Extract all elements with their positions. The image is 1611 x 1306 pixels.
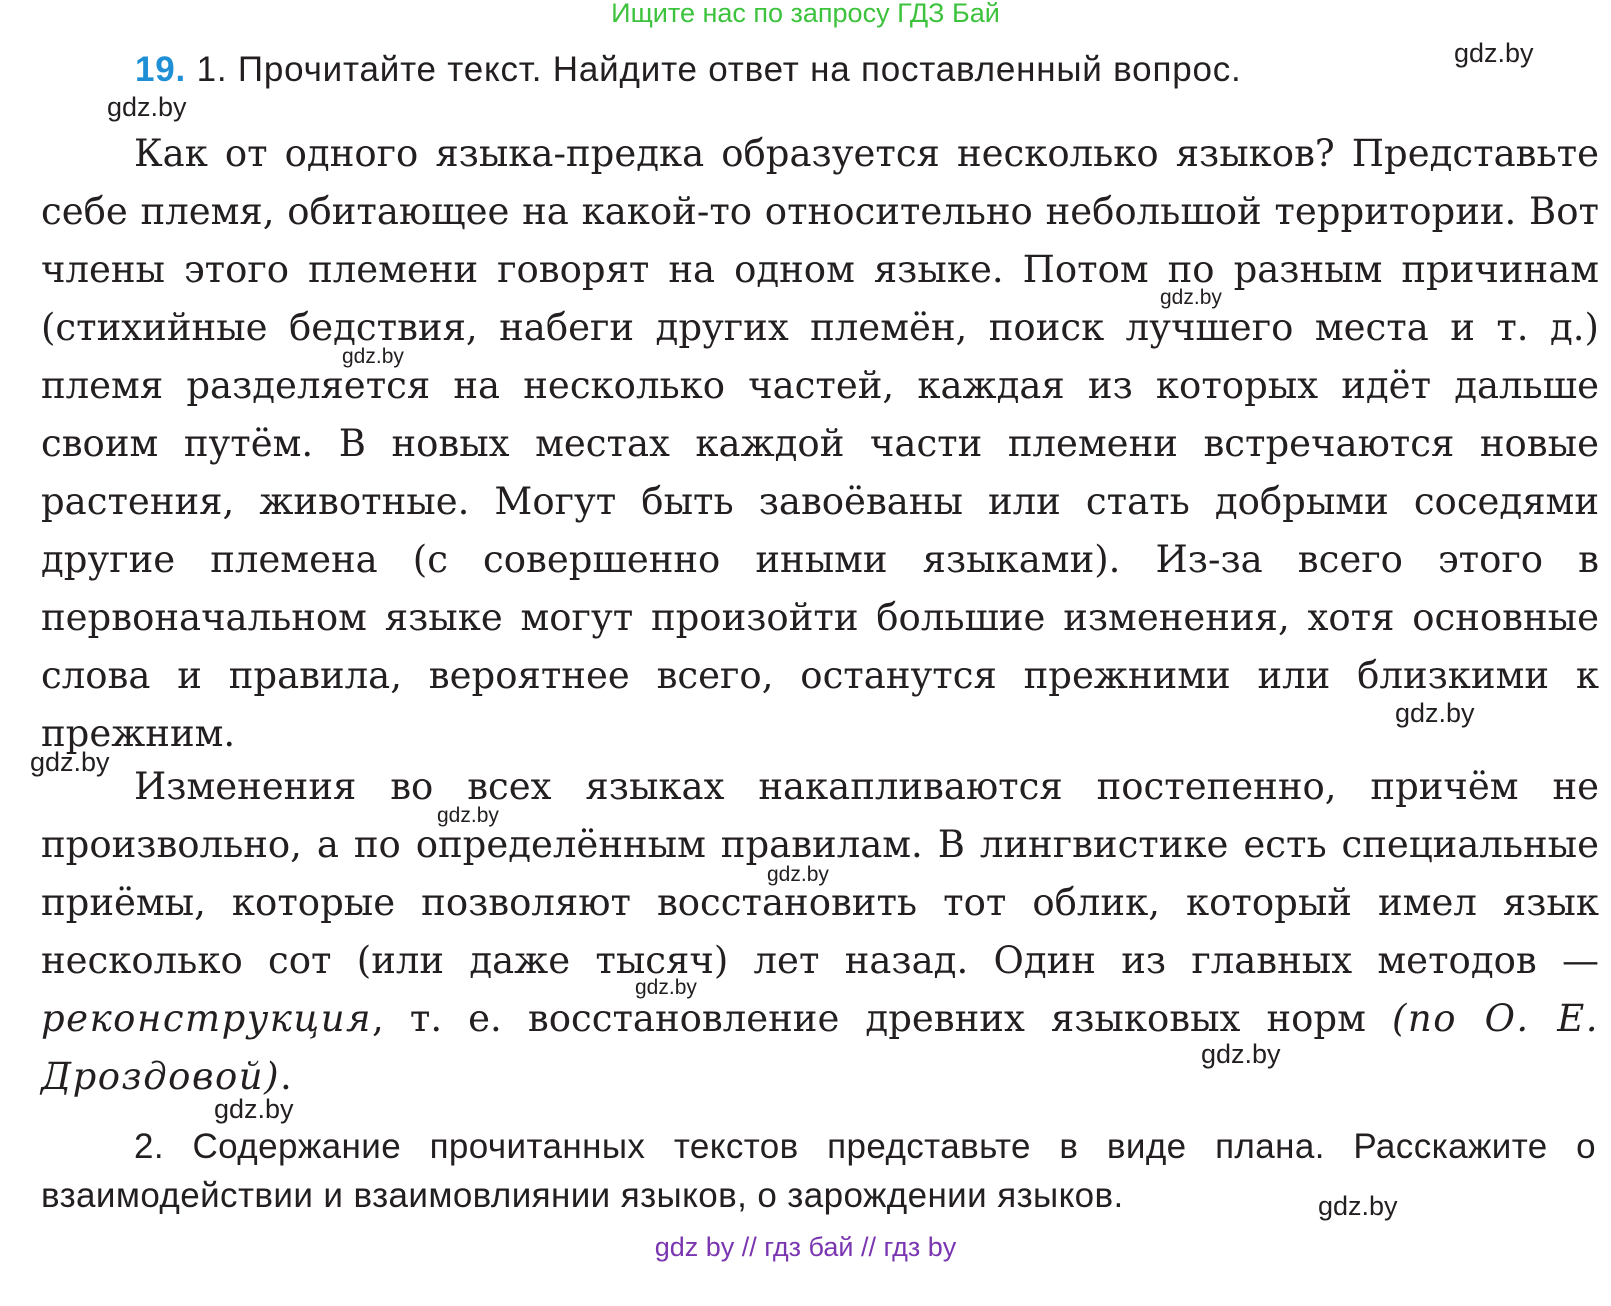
watermark: gdz.by (1454, 38, 1534, 68)
watermark: gdz.by (635, 976, 697, 999)
watermark: gdz.by (342, 345, 404, 368)
term-reconstruction: реконструкция (41, 997, 373, 1040)
watermark: gdz.by (1160, 286, 1222, 309)
reading-paragraph-1 (41, 125, 1599, 763)
reading-paragraph-2 (41, 758, 1599, 1106)
paragraph-2-text (41, 758, 1599, 1106)
watermark: gdz.by (107, 92, 187, 122)
watermark: gdz.by (1201, 1039, 1281, 1069)
watermark: gdz.by (214, 1094, 294, 1124)
top-banner[interactable]: Ищите нас по запросу ГДЗ Бай (611, 0, 1000, 28)
task-part2-instruction: 2. Содержание прочитанных текстов представьте в виде плана. Расскажите о взаимодействии и взаимовлиянии языков, о зарождении языков. (41, 1127, 1596, 1215)
watermark: gdz.by (30, 747, 110, 777)
task-number: 19. (135, 50, 187, 89)
task-part1-instruction: 1. Прочитайте текст. Найдите ответ на поставленный вопрос. (196, 50, 1242, 89)
watermark: gdz.by (1318, 1191, 1398, 1221)
bottom-banner[interactable]: gdz by // гдз бай // гдз by (654, 1232, 957, 1262)
watermark: gdz.by (437, 804, 499, 827)
watermark: gdz.by (767, 863, 829, 886)
paragraph-2-final-dot: . (280, 1055, 292, 1098)
source-citation: (по О. Е. Дроздовой) (41, 997, 1599, 1098)
paragraph-1-text: Как от одного языка-предка образуется несколько языков? Представьте себе племя, обитающее на какой-то относительно небольшой территории. Вот члены этого племени говорят на одном языке. Потом по разным причинам (стихийные бедствия, набеги других племён, поиск лучшего места и т. д.) племя разделяется на несколько частей, каждая из которых идёт дальше своим путём. В новых местах каждой части племени встречаются новые растения, животные. Могут быть завоёваны или стать добрыми соседями другие племена (с совершенно иными языками). Из-за всего этого в первоначальном языке могут произойти большие изменения, хотя основные слова и правила, вероятнее всего, останутся прежними или близкими к прежним. (41, 132, 1599, 755)
paragraph-2-start: Изменения во всех языках накапливаются постепенно, причём не произвольно, а по определённым правилам. В лингвистике есть специальные приёмы, которые позволяют восстановить тот облик, который имел язык несколько сот (или даже тысяч) лет назад. Один из главных методов — (41, 765, 1599, 982)
task-header (135, 50, 1242, 90)
watermark: gdz.by (1395, 698, 1475, 728)
paragraph-2-end: , т. е. восстановление древних языковых норм (372, 997, 1366, 1040)
